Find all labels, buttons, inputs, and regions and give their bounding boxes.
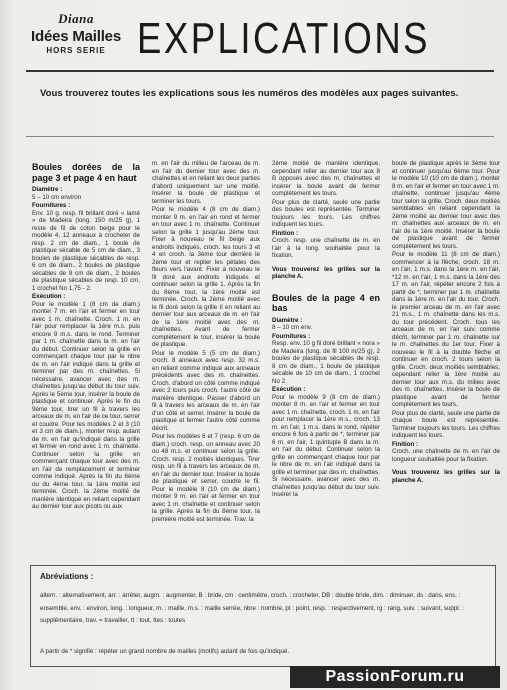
brand-line-2: Idées Mailles (31, 28, 121, 45)
supplies-label: Fournitures : (272, 332, 311, 340)
execution-text: Pour le modèle 1 (8 cm de diam.) monter 7 m. en l'air et fermer en tour avec 1 m. chaînette. Croch. 1 m. en l'air pour remplacer la 1ère m.s. puis encore 9 m.s. dans le rond. Terminer par 1 m. chaînette dans la m. en l'air du début. Continuer selon la grille en commençant chaque tour par le nbre de m. en l'air indiqué dans la grille et terminer par des m. chaînettes. Si nécessaire, avancer avec des m. chaînettes jusqu'au début du tour suiv. Après le 5ème tour, insérer la boule de plastique et continuer. Après le fin du 9ème tour, tirer un fil à travers les arceaux de m. en l'air de ce tour, serrer et coudre. Pour les modèles 2 et 3 (10 et 3 cm de diam.), monter resp. autant de m. en l'air qu'indiqué dans la grille et fermer en rond avec 1 m. chaînette. Continuer selon la grille en commençant chaque tour avec des m. en l'air de remplacement et terminer comme indiqué. Après la fin du 6ème ou du 4ème tour, la 1ère moitié est terminée. Croch. la 2ème moitié de manière identique en reliant cependant au dernier tour aux picots ou aux (32, 300, 140, 510)
supplies-text: Env. 10 g. resp. fil brillant doré « lamé » de Madeira (long. 150 m/25 g), 1 reste de fil de coton beige pour le modèle 4, 12 anneaux à crocheter de resp. 2 cm de diam., 1 boule de plastique sécable de 5 cm de diam., 3 boules de plastique sécables de resp. 6 cm de diam., 2 boules de plastique sécables de 8 cm de diam., 2 boules de plastique sécables de resp. 10 cm, 1 crochet No 1,75 - 2. (32, 209, 140, 292)
diameter-text: 5 – 10 cm environ (32, 193, 82, 201)
diameter-label: Diamètre : (272, 316, 303, 324)
paragraph: boule de plastique après le 3ème tour et continuer jusqu'au 6ème tour. Pour le modèle 10 (10 cm de diam.), monter 8 m. en l'air et fermer en tour avec 1 m. chaînette, continuer jusqu'au 4ème tour selon la grille. Croch. deux moitiés semblables en reliant cependant la 2ème moitié au dernier tour avec des m. chaînettes aux arceaux de m. en l'air de la 1ère moitié. Insérer la boule de plastique avant de fermer complètement les tours. (392, 160, 500, 250)
finishing-text: Croch. une chaînette de m. en l'air de longueur souhaitée pour la fixation. (392, 448, 500, 463)
subtitle-rule (26, 136, 494, 137)
paragraph: Pour le modèle 5 (5 cm de diam.) croch. 8 anneaux avec resp. 32 m.s. en reliant comme indiqué aux anneaux précédents avec des m. chaînettes. Croch. d'abord un côté comme indiqué avec 2 tours puis croch. l'autre côté de manière identique. Passer d'abord un fil à travers les arceaux de m. en l'air d'un côté et serrer. Insérer la boule de plastique et fermer l'autre côté comme décrit. (152, 349, 260, 432)
page-subtitle: Vous trouverez toutes les explications sous les numéros des modèles aux pages suivantes. (40, 88, 459, 99)
section-heading-2: Boules de la page 4 en bas (272, 292, 380, 313)
diameter-text: 8 – 10 cm env. (272, 324, 313, 331)
finishing-label: Finition : (392, 440, 419, 448)
paragraph: Pour les modèles 6 et 7 (resp. 6 cm de diam.) croch. resp. un anneau avec 20 ou 48 m.s. et continuer selon la grille. Croch. resp. 2 moitiés identiques. Tirer resp. un fil à travers les arceaux de m. en l'air du dernier tour. Insérer la boule de plastique et serrer, coudre le fil. Pour le modèle 8 (10 cm de diam.) monter 9 m. en l'air et fermer en tour avec 1 m. chaînette et continuer selon la grille. Après la fin du 8ème tour, la première moitié est terminée. Trav. la (152, 433, 260, 523)
execution-label: Exécution : (32, 293, 66, 300)
execution-label: Exécution : (272, 386, 306, 393)
supplies-text: Resp. env. 10 g fil doré brillant « nora » de Madeira (long. de fil 100 m/25 g), 2 boules de plastique sécables de resp. 8 cm de diam., 1 boule de plastique sécable de 10 cm de diam., 1 crochet No 2. (272, 340, 380, 385)
finishing-label: Finition : (272, 229, 299, 237)
column-1 (32, 160, 140, 550)
section-heading-1: Boules dorées de la page 3 et page 4 en haut (32, 162, 140, 183)
brand-line-3: HORS SERIE (46, 46, 106, 55)
paragraph: 2ème moitié de manière identique, cependant relier au dernier tour aux 8 B opposés avec des m. chaînettes et insérer la boule avant de fermer complètement les tours. (272, 160, 380, 197)
execution-text: Pour le modèle 9 (8 cm de diam.) monter 8 m. en l'air et fermer en tour avec 1 m. chaînette, croch. 1 m. en l'air pour remplacer la 1ère m.s., croch. 13 m. en l'air, 1 m.s. dans le rond, répéter encore 6 fois à partir de *, terminer par 6 m. en l'air, 1 quintuple B dans la m. en l'air du début. Continuer selon la grille en commençant chaque tour par le nbre de m. en l'air indiqué dans la grille et terminer par des m. chaînettes. Si nécessaire, avancer avec des m. chaînettes jusqu'au début du tour suiv. Insérer la (272, 393, 380, 498)
paragraph: Pour le modèle 11 (8 cm de diam.) commencer à la flèche, croch. 18 m. en l'air, 1 m.s. dans la 1ère m. en l'air, *12 m. en l'air, 1 m.s. dans la 1ère des 17 m. en l'air, répéter encore 2 fois à partir de *, terminer par 1 m. chaînette dans la 1ère m. en l'air du tour. Croch. le premier arceau de m. en l'air avec 21 m.s., 1 m. chaînette dans les m.s. du tour précédent. Croch. tous les arceaux de m. en l'air suiv. comme décrit, terminer par 1 m. chaînette sur le m. chaînettes du 1er tour. Fixer à nouveau le fil à la double flèche et continuer en croch. 2 tours selon la grille. Croch. deux moitiés semblables, cependant relier la 1ère moitié au dernier tour aux m.s. du milieu avec des m. chaînettes. Insérer la boule de plastique avant de fermer complètement les tours. (392, 251, 500, 408)
abbreviations-footer: A partir de * signifie : répéter un grand nombre de mailles (motifs) autant de fois qu'indiqué. (40, 648, 290, 655)
paragraph: m. en l'air du milieu de l'arceau de m. en l'air du dernier tour avec des m. chaînettes et en reliant les deux parties d'abord uniquement sur une moitié. Insérer la boule de plastique et terminer les tours. (152, 160, 260, 205)
grid-note: Vous trouverez les grilles sur la planche A. (272, 265, 380, 280)
supplies-label: Fournitures : (32, 202, 71, 209)
header-rule (26, 70, 494, 72)
brand-line-1: Diana (58, 11, 94, 26)
paragraph: Pour le modèle 4 (8 cm de diam.) monter 9 m. en l'air en rond et fermer en tour avec 1 m. chaînette. Continuer selon la grille 1 jusqu'au 2ème tour. Fixer à nouveau le fil beige aux endroits indiqués, croch. les tours 3 et 4 en croch. la 3ème tour derrière le 2ème tour et replier les pétales des fleurs vers l'avant. Fixer à nouveau le fil doré aux endroits indiqués et continuer selon la grille 1. Après la fin du 8ème tour, la 1ère moitié est terminée. Croch. la 2ème moitié avec le fil doré selon la grille II en reliant au dernier tour aux arceaux de m. en l'air de la 1ère moitié avec des m. chaînettes. Avant de fermer complètement le tour, insérer la boule de plastique. (152, 206, 260, 348)
diameter-label: Diamètre : (32, 186, 63, 193)
abbreviations-box (30, 565, 496, 667)
page-title: EXPLICATIONS (137, 14, 431, 63)
watermark: PassionForum.ru (290, 666, 500, 688)
abbreviations-title: Abréviations : (40, 572, 94, 581)
column-4 (392, 160, 500, 550)
brand-logo (26, 11, 126, 55)
finishing-text: Croch. resp. une chaînette de m. en l'air à la long. souhaitée pour la fixation. (272, 237, 380, 259)
paragraph: Pour plus de clarté, seule une partie des boules est représentée. Terminer toujours les tours. Les chiffres indiquent les tours. (272, 198, 380, 228)
paragraph: Pour plus de clarté, seule une partie de chaque boule est représentée. Terminer toujours les tours. Les chiffres indiquent les tours. (392, 409, 500, 439)
grid-note: Vous trouverez les grilles sur la planche A. (392, 469, 500, 484)
column-3 (272, 160, 380, 550)
column-2 (152, 160, 260, 550)
abbreviations-text: altern. : alternativement, arr. : arrêter, augm. : augmenter, B : bride, cm : centimètre, croch. : crocheter, DB : double bride, dim. : diminuer, ds : dans, ens. : ensemble, env. : environ, long. : longueur, m. : maille, m.s. : maille serrée, nbre : nombre, pt : point, resp. : respectivement, rg : rang, suiv. : suivant, suppl. : supplémentaire, trav. = travailler, tt : tout, ttes : toutes (40, 592, 464, 624)
